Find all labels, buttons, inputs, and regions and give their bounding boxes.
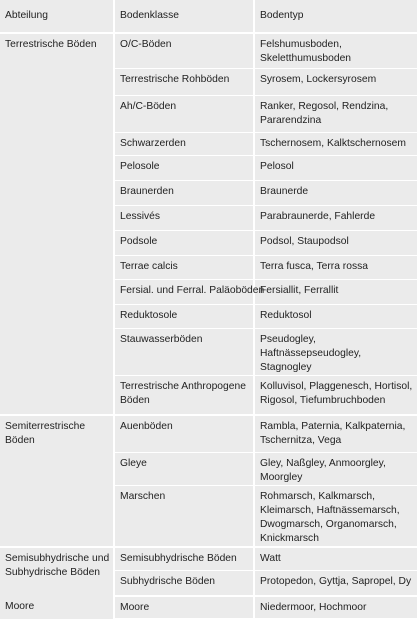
- header-bodenklasse: Bodenklasse: [114, 0, 254, 33]
- table-row: [0, 596, 417, 619]
- bodentyp-cell: Rambla, Paternia, Kalkpaternia, Tschernitza, Vega: [254, 415, 417, 452]
- bodentyp-cell: Protopedon, Gyttja, Sapropel, Dy: [254, 571, 417, 596]
- abteilung-cell: [0, 328, 114, 375]
- bodentyp-cell: Parabraunerde, Fahlerde: [254, 205, 417, 230]
- abteilung-cell: Semisubhydrische und Subhydrische Böden: [0, 547, 114, 596]
- header-row: [0, 0, 417, 33]
- bodenklasse-cell: Ah/C-Böden: [114, 95, 254, 132]
- table-row: [0, 485, 417, 547]
- bodentyp-cell: Niedermoor, Hochmoor: [254, 596, 417, 619]
- table-row: [0, 68, 417, 95]
- bodenklasse-cell: Auenböden: [114, 415, 254, 452]
- abteilung-cell: [0, 304, 114, 328]
- table-row: [0, 304, 417, 328]
- table-row: [0, 415, 417, 452]
- abteilung-cell: [0, 205, 114, 230]
- abteilung-cell: [0, 485, 114, 547]
- bodenklasse-cell: Terrestrische Rohböden: [114, 68, 254, 95]
- bodenklasse-cell: Podsole: [114, 230, 254, 255]
- table-row: [0, 375, 417, 415]
- table-row: [0, 230, 417, 255]
- bodentyp-cell: Tschernosem, Kalktschernosem: [254, 132, 417, 155]
- abteilung-cell: [0, 180, 114, 205]
- bodenklasse-cell: Fersial. und Ferral. Paläoböden: [114, 279, 254, 304]
- bodenklasse-cell: Terrae calcis: [114, 255, 254, 279]
- table-row: [0, 547, 417, 571]
- bodenklasse-cell: Braunerden: [114, 180, 254, 205]
- table-row: [0, 132, 417, 155]
- table-row: [0, 95, 417, 132]
- bodentyp-cell: Watt: [254, 547, 417, 571]
- table-row: [0, 155, 417, 180]
- bodenklasse-cell: Semisubhydrische Böden: [114, 547, 254, 571]
- bodentyp-cell: Pelosol: [254, 155, 417, 180]
- bodenklasse-cell: O/C-Böden: [114, 33, 254, 68]
- bodentyp-cell: Syrosem, Lockersyrosem: [254, 68, 417, 95]
- bodentyp-cell: Fersiallit, Ferrallit: [254, 279, 417, 304]
- bodenklasse-cell: Marschen: [114, 485, 254, 547]
- bodentyp-cell: Gley, Naßgley, Anmoorgley, Moorgley: [254, 452, 417, 485]
- bodentyp-cell: Reduktosol: [254, 304, 417, 328]
- abteilung-cell: [0, 132, 114, 155]
- bodenklasse-cell: Pelosole: [114, 155, 254, 180]
- bodentyp-cell: Terra fusca, Terra rossa: [254, 255, 417, 279]
- abteilung-cell: Terrestrische Böden: [0, 33, 114, 68]
- abteilung-cell: [0, 95, 114, 132]
- abteilung-cell: [0, 230, 114, 255]
- abteilung-cell: [0, 452, 114, 485]
- table-row: [0, 33, 417, 68]
- abteilung-cell: Moore: [0, 596, 114, 619]
- abteilung-cell: [0, 68, 114, 95]
- header-bodentyp: Bodentyp: [254, 0, 417, 33]
- table-row: [0, 452, 417, 485]
- abteilung-cell: Semiterrestrische Böden: [0, 415, 114, 452]
- table-row: [0, 205, 417, 230]
- bodentyp-cell: Rohmarsch, Kalkmarsch, Kleimarsch, Haftnässemarsch, Dwogmarsch, Organomarsch, Knickmarsch: [254, 485, 417, 547]
- header-abteilung: Abteilung: [0, 0, 114, 33]
- bodenklasse-cell: Terrestrische Anthropogene Böden: [114, 375, 254, 415]
- bodentyp-cell: Kolluvisol, Plaggenesch, Hortisol, Rigosol, Tiefumbruchboden: [254, 375, 417, 415]
- bodentyp-cell: Podsol, Staupodsol: [254, 230, 417, 255]
- bodentyp-cell: Ranker, Regosol, Rendzina, Pararendzina: [254, 95, 417, 132]
- bodenklasse-cell: Lessivés: [114, 205, 254, 230]
- table-row: [0, 180, 417, 205]
- bodenklasse-cell: Stauwasserböden: [114, 328, 254, 375]
- bodenklasse-cell: Moore: [114, 596, 254, 619]
- bodenklasse-cell: Reduktosole: [114, 304, 254, 328]
- table-row: [0, 328, 417, 375]
- bodenklasse-cell: Gleye: [114, 452, 254, 485]
- table-row: [0, 255, 417, 279]
- bodenklasse-cell: Subhydrische Böden: [114, 571, 254, 596]
- abteilung-cell: [0, 279, 114, 304]
- bodentyp-cell: Pseudogley, Haftnässepseudogley, Stagnogley: [254, 328, 417, 375]
- bodenklasse-cell: Schwarzerden: [114, 132, 254, 155]
- abteilung-cell: [0, 375, 114, 415]
- bodentyp-cell: Felshumusboden, Skeletthumusboden: [254, 33, 417, 68]
- table-row: [0, 279, 417, 304]
- bodentyp-cell: Braunerde: [254, 180, 417, 205]
- abteilung-cell: [0, 155, 114, 180]
- abteilung-cell: [0, 255, 114, 279]
